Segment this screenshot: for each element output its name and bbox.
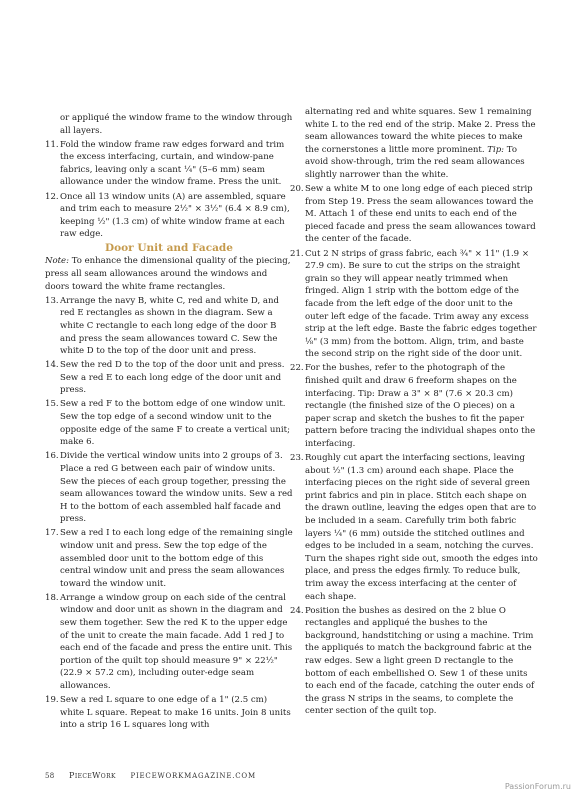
step-text: Arrange a window group on each side of the central window and door unit as shown in the diagram and sew them together. Sew the red K to the upper edge of the unit to create the main facade. Add 1 red J to each end of the facade and press the entire unit. This portion of the quilt top should measure 9" × 22½" (22.9 × 57.2 cm), including outer-edge seam allowances.: [60, 592, 293, 692]
tip-text: To avoid show-through, trim the red seam allowances slightly narrower than the white.: [305, 144, 525, 180]
step-number: 18.: [45, 592, 59, 603]
step-number: 13.: [45, 295, 59, 306]
step-text: Sew the red D to the top of the door unit and press. Sew a red E to each long edge of the door unit and press.: [60, 360, 285, 396]
step-number: 23.: [290, 453, 304, 464]
section-heading: Door Unit and Facade: [105, 242, 233, 255]
page-footer: [45, 771, 256, 780]
note-label: Note:: [45, 256, 69, 267]
step-number: 19.: [45, 695, 59, 706]
step-text: Divide the vertical window units into 2 groups of 3. Place a red G between each pair of window units. Sew the pieces of each group together, pressing the seam allowances toward the window units. Sew a red H to the bottom of each assembled half facade and press.: [60, 451, 293, 525]
continued-paragraph: [290, 106, 538, 182]
right-column: [290, 106, 538, 720]
step-21: [290, 248, 538, 361]
page-number: 58: [45, 772, 55, 780]
step-text: Sew a white M to one long edge of each pieced strip from Step 19. Press the seam allowances toward the M. Attach 1 of these end units to each end of the pieced facade and press the seam allowances toward the center of the facade.: [305, 184, 536, 245]
step-text: Fold the window frame raw edges forward and trim the excess interfacing, curtain, and window-pane fabrics, leaving only a scant ¼" (5–6 mm) seam allowance under the window frame. Press the unit.: [60, 139, 285, 188]
continued-paragraph: or appliqué the window frame to the window through all layers.: [60, 113, 293, 136]
step-text: For the bushes, refer to the photograph of the finished quilt and draw 6 freeform shapes on the interfacing. Tip: Draw a 3" × 8" (7.6 × 20.3 cm) rectangle (the finished size of the O pieces) on a paper scrap and sketch the bushes to fit the paper pattern before tracing the individual shapes onto the interfacing.: [305, 363, 536, 449]
note-paragraph: [45, 255, 293, 293]
step-15: [45, 398, 293, 448]
step-number: 24.: [290, 605, 304, 616]
step-number: 16.: [45, 451, 59, 462]
continued-text: alternating red and white squares. Sew 1 remaining white L to the red end of the strip. Make 2. Press the seam allowances toward the white pieces to make the cornerstones a little more prominent.: [305, 107, 536, 155]
step-number: 22.: [290, 363, 304, 374]
step-text: Arrange the navy B, white C, red and white D, and red E rectangles as shown in the diagram. Sew a white C rectangle to each long edge of the door B and press the seam allowances toward C. Sew the white D to the top of the door unit and press.: [60, 295, 279, 357]
step-11: [45, 139, 293, 189]
magazine-website: PIECEWORKMAGAZINE.COM: [130, 772, 256, 780]
step-22: [290, 362, 538, 450]
magazine-brand: PieceWork: [69, 771, 116, 780]
step-text: Sew a red I to each long edge of the remaining single window unit and press. Sew the top edge of the assembled door unit to the bottom edge of this central window unit and press the seam allowances toward the window unit.: [60, 528, 293, 589]
step-number: 15.: [45, 399, 59, 410]
left-column: [45, 112, 293, 733]
note-text: To enhance the dimensional quality of the piecing, press all seam allowances around the windows and doors toward the white frame rectangles.: [45, 256, 291, 292]
step-number: 17.: [45, 528, 59, 539]
watermark: PassionForum.ru: [504, 782, 571, 791]
step-text: Roughly cut apart the interfacing sections, leaving about ½" (1.3 cm) around each shape. Place the interfacing pieces on the right side of several green print fabrics and pin in place. Stitch each shape on the drawn outline, leaving the edges open that are to be included in a seam. Carefully trim both fabric layers ¼" (6 mm) outside the stitched outlines and edges to be included in a seam, notching the curves. Turn the shapes right side out, smooth the edges into place, and press the edges firmly. To reduce bulk, trim away the excess interfacing at the center of each shape.: [305, 453, 538, 602]
step-number: 12.: [45, 191, 59, 202]
step-number: 20.: [290, 184, 304, 195]
step-20: [290, 183, 538, 246]
step-number: 11.: [45, 139, 59, 150]
step-number: 21.: [290, 248, 304, 259]
step-text: Sew a red L square to one edge of a 1" (2.5 cm) white L square. Repeat to make 16 units. Join 8 units into a strip 16 L squares long with: [60, 695, 291, 731]
step-19: [45, 694, 293, 732]
step-24: [290, 605, 538, 718]
step-text: Sew a red F to the bottom edge of one window unit. Sew the top edge of a second window unit to the opposite edge of the same F to create a vertical unit; make 6.: [60, 399, 290, 448]
step-number: 14.: [45, 360, 59, 371]
step-text: Once all 13 window units (A) are assembled, square and trim each to measure 2½" × 3½" (6.4 × 8.9 cm), keeping ½" (1.3 cm) of white window frame at each raw edge.: [60, 191, 290, 240]
step-14: [45, 359, 293, 397]
step-text: Cut 2 N strips of grass fabric, each ¾" × 11" (1.9 × 27.9 cm). Be sure to cut the strips on the straight grain so they will appear neatly trimmed when fringed. Align 1 strip with the bottom edge of the facade from the left edge of the door unit to the outer left edge of the facade. Trim away any excess strip at the left edge. Baste the fabric edges together ⅛" (3 mm) from the bottom. Align, trim, and baste the second strip on the right side of the door unit.: [305, 248, 537, 360]
step-13: [45, 295, 293, 358]
step-16: [45, 450, 293, 526]
step-23: [290, 452, 538, 603]
step-12: [45, 191, 293, 241]
step-18: [45, 592, 293, 693]
step-17: [45, 527, 293, 590]
tip-label: Tip:: [487, 144, 505, 155]
step-text: Position the bushes as desired on the 2 blue O rectangles and appliqué the bushes to the background, handstitching or using a machine. Trim the appliqués to match the background fabric at the raw edges. Sew a light green D rectangle to the bottom of each embellished O. Sew 1 of these units to each end of the facade, catching the outer ends of the grass N strips in the seams, to complete the center section of the quilt top.: [305, 605, 535, 717]
